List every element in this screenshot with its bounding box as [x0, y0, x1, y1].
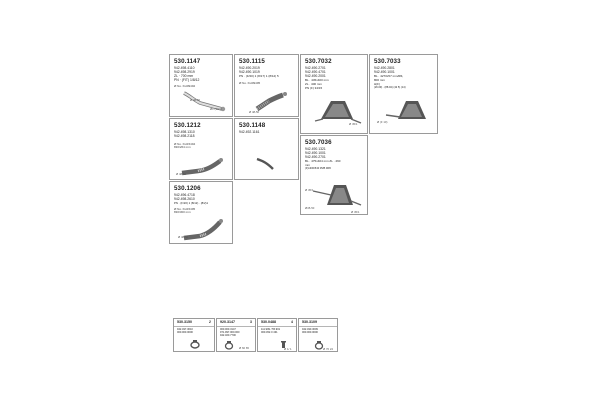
- accessory-part-number: 920.3147: [220, 320, 235, 324]
- accessory-oe-number: 000.000.0000: [177, 331, 193, 334]
- part-number: 530.7032: [305, 58, 332, 65]
- flex-pipe-drawing: [235, 87, 300, 117]
- accessory-index: 3: [250, 320, 252, 324]
- part-card-530-7032[interactable]: [300, 54, 368, 134]
- part-number: 530.1212: [174, 122, 201, 129]
- diameter-label: Ø 70 24: [323, 347, 333, 351]
- part-card-530-1212[interactable]: [169, 118, 233, 180]
- spec-line: ZL · 700 mm: [174, 74, 194, 78]
- oe-number: 942.490.2701: [305, 155, 326, 159]
- clamp-icon: [174, 337, 216, 351]
- oe-number: 942.490.1019: [239, 70, 260, 74]
- exhaust-pipe-drawing: [170, 214, 234, 244]
- accessory-oe-number: 942.490.3009: [302, 328, 318, 331]
- part-card-530-1115[interactable]: [234, 54, 299, 117]
- part-number: 530.1115: [239, 58, 265, 65]
- spec-line: BL · 445x400 mm: [305, 78, 329, 82]
- diameter-label: Ø 48-50: [249, 110, 260, 114]
- spec-line: BL · 475x404 mm ZL · 260: [305, 159, 341, 163]
- diameter-label: Ø 45/1: [305, 188, 314, 192]
- accessory-oe-number: 000.452.0 431: [261, 331, 278, 334]
- diameter-label: Ø (F 10): [377, 120, 388, 124]
- part-card-530-1148[interactable]: [234, 118, 299, 180]
- diameter-label: Ø 48-50: [190, 98, 201, 102]
- oe-number: 942.496.4718: [174, 193, 195, 197]
- accessory-index: 4: [291, 320, 293, 324]
- spec-line: H(F): [374, 82, 380, 86]
- part-number: 530.1148: [239, 122, 266, 129]
- accessory-oe-number: 942.460.7700: [220, 334, 236, 337]
- oe-number: 942.498.2919: [174, 70, 195, 74]
- spec-line: PN · (F/20) 1 (8/12) · (8/2)1: [174, 201, 209, 205]
- accessory-index: 2: [209, 320, 211, 324]
- spec-line: 800 mm: [374, 78, 385, 82]
- oe-number: 942.498.4110: [174, 66, 195, 70]
- diameter-label: Ø 48-50: [176, 172, 187, 176]
- catalog-note: Ø No. KH15495 830/300 mm: [174, 207, 196, 215]
- exhaust-pipe-drawing: [170, 88, 234, 118]
- exhaust-pipe-drawing: [170, 151, 234, 181]
- accessory-part-number: 530.0488: [261, 320, 276, 324]
- spec-line: (F)1300/540 35/B 08/0: [305, 167, 331, 170]
- part-card-530-7036[interactable]: [300, 135, 368, 215]
- catalog-note: Ø No. KH09492: [174, 84, 196, 88]
- rubber-mount-icon: [258, 338, 298, 352]
- spec-line: (26.09) · (88.04) (42 5) (14): [374, 86, 406, 89]
- accessory-part-number: 530.3109: [302, 320, 317, 324]
- diameter-label: Ø1 (90/1): [210, 107, 222, 111]
- accessory-oe-number: 000.000.3147: [220, 328, 236, 331]
- accessory-part-number: 530.3150: [177, 320, 192, 324]
- silencer-drawing: [370, 91, 439, 133]
- part-number: 530.7033: [374, 58, 401, 65]
- diameter-label: Ø45-50: [305, 206, 315, 210]
- oe-number: 942.490.2701: [305, 66, 326, 70]
- clamp-icon: [217, 338, 257, 352]
- diameter-label: Ø 45/1: [349, 122, 358, 126]
- accessory-oe-number: 942.497.3010: [177, 328, 193, 331]
- catalog-note: Ø No. KH15494 830/264 mm: [174, 142, 196, 150]
- oe-number: 942.490.2001: [305, 74, 326, 78]
- accessory-oe-number: 111.999 / 55.901: [261, 328, 281, 331]
- tail-pipe-drawing: [235, 149, 300, 179]
- spec-line: PN · (F/20) 1 (8/17) 1 (8/12) 5: [239, 74, 279, 78]
- part-card-530-1147[interactable]: [169, 54, 233, 117]
- oe-number: 942.492.1161: [239, 130, 260, 134]
- accessory-card-4[interactable]: [291, 318, 338, 352]
- oe-number: 942.498.2610: [174, 197, 195, 201]
- accessory-oe-number: 000.000.0000: [302, 331, 318, 334]
- clamp-icon: [299, 338, 339, 352]
- oe-number: 942.490.1001: [374, 70, 395, 74]
- part-number: 530.1206: [174, 185, 201, 192]
- diameter-label: Ø 60 65: [239, 346, 249, 350]
- spec-line: mm: [305, 163, 310, 167]
- diameter-label: Ø 45/1: [351, 210, 360, 214]
- oe-number: 942.490.1001: [305, 151, 326, 155]
- spec-line: PN (F) 34/15: [305, 86, 323, 90]
- oe-number: 942.490.2801: [374, 66, 395, 70]
- silencer-drawing: [301, 91, 369, 133]
- diameter-label: Ø 48-50: [178, 235, 189, 239]
- diameter-label: Ø 1/ 1: [284, 347, 292, 351]
- part-number: 530.1147: [174, 58, 201, 65]
- oe-number: 942.498.1310: [174, 130, 195, 134]
- oe-number: 942.490.1321: [305, 147, 326, 151]
- accessory-oe-number: 971.997.000.000: [220, 331, 240, 334]
- oe-number: 942.490.4701: [305, 70, 326, 74]
- part-number: 530.7036: [305, 139, 332, 146]
- part-card-530-7033[interactable]: [369, 54, 438, 134]
- oe-number: 942.490.2019: [239, 66, 260, 70]
- oe-number: 942.498.2118: [174, 134, 195, 138]
- catalog-note: Ø No. KH09495: [239, 81, 261, 85]
- part-card-530-1206[interactable]: [169, 181, 233, 244]
- spec-line: BL · 4270x57 mm/Ø4,: [374, 74, 404, 78]
- spec-line: PN · (FIT) 1/8/12: [174, 78, 200, 82]
- spec-line: ZL · 400 mm: [305, 82, 322, 86]
